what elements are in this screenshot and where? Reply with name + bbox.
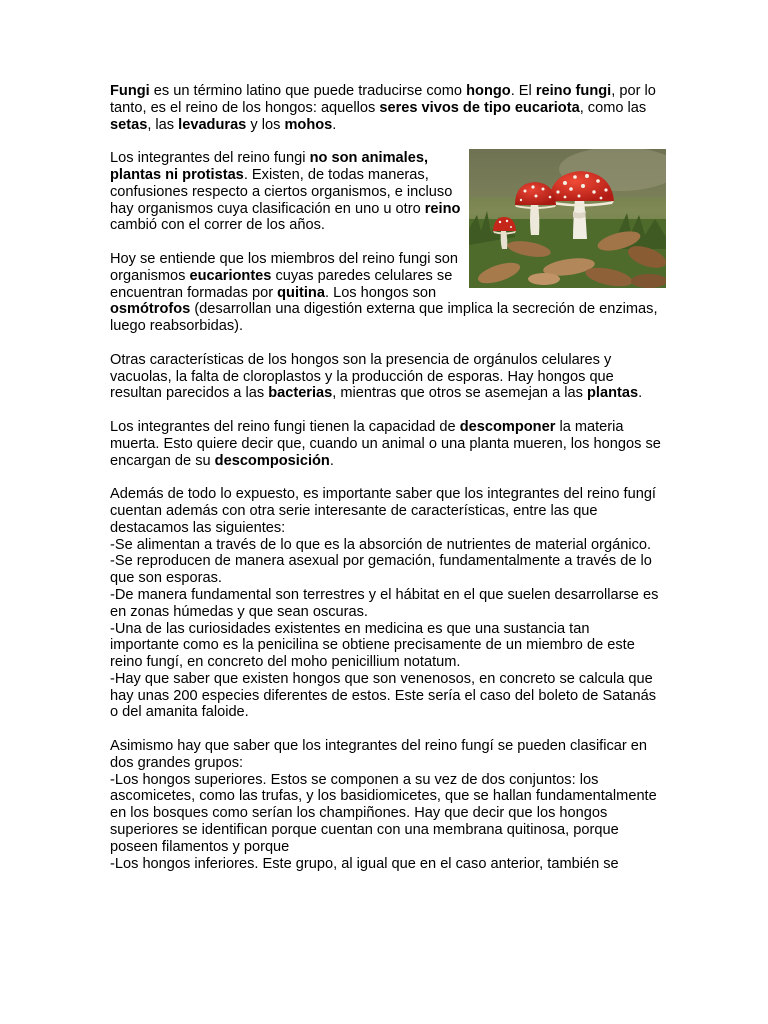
document-page [110, 83, 662, 889]
list-item: -Los hongos inferiores. Este grupo, al igual que en el caso anterior, también se [110, 855, 619, 872]
paragraph-eukaryotes: Hoy se entiende que los miembros del reino fungi son organismos eucariontes cuyas paredes celulares se encuentran formadas por quitina. Los hongos son osmótrofos (desarrollan una digestión externa que implica la secreción de enzimas, luego reabsorbidas). [110, 250, 658, 335]
paragraph-features [110, 486, 662, 721]
paragraph-intro: Fungi es un término latino que puede traducirse como hongo. El reino fungi, por lo tanto, es el reino de los hongos: aquellos seres vivos de tipo eucariota, como las setas, las levaduras y los mohos. [110, 83, 656, 133]
mushroom-illustration [469, 149, 666, 288]
bold-term: descomponer [459, 418, 556, 435]
bold-term: Fungi [110, 83, 150, 99]
bold-term: quitina [277, 284, 325, 301]
paragraph-groups [110, 738, 662, 872]
list-item: -Hay que saber que existen hongos que son venenosos, en concreto se calcula que hay unas 200 especies diferentes de estos. Este sería el caso del boleto de Satanás o del amanita faloide. [110, 670, 656, 721]
bold-term: reino [424, 200, 461, 217]
bold-term: mohos [284, 116, 333, 133]
bold-term: bacterias [268, 385, 333, 402]
list-item: -Se reproducen de manera asexual por gemación, fundamentalmente a través de lo que son esporas. [110, 553, 652, 587]
bold-term: descomposición [214, 452, 330, 469]
list-item: -Una de las curiosidades existentes en medicina es que una sustancia tan importante como es la penicilina se obtiene precisamente de un miembro de este reino fungí, en concreto del moho penicillium notatum. [110, 620, 635, 671]
list-item: -Los hongos superiores. Estos se componen a su vez de dos conjuntos: los ascomicetes, como las trufas, y los basidiomicetes, que se hallan fundamentalmente en los bosques como serían los champiñones. Hay que decir que los hongos superiores se identifican porque cuentan con una membrana quitinosa, porque poseen filamentos y porque [110, 771, 657, 855]
bold-term: setas [110, 116, 148, 133]
bold-term: seres vivos de tipo eucariota [379, 99, 580, 116]
list-item: -Se alimentan a través de lo que es la absorción de nutrientes de material orgánico. [110, 536, 652, 553]
mushroom-photo [469, 149, 666, 288]
bold-term: levaduras [178, 116, 247, 133]
features-intro: Además de todo lo expuesto, es importante saber que los integrantes del reino fungí cuentan además con otra serie interesante de características, entre las que destacamos las siguientes: [110, 486, 656, 536]
bold-term: reino fungi [535, 83, 612, 99]
paragraph-characteristics: Otras características de los hongos son la presencia de orgánulos celulares y vacuolas, la falta de cloroplastos y la producción de esporas. Hay hongos que resultan parecidos a las bacterias, mientras que otros se asemejan a las plantas. [110, 351, 643, 402]
groups-intro: Asimismo hay que saber que los integrantes del reino fungí se pueden clasificar en dos grandes grupos: [110, 738, 648, 771]
bold-term: no son animales, plantas ni protistas [110, 150, 428, 183]
paragraph-not-animals: Los integrantes del reino fungi no son animales, plantas ni protistas. Existen, de todas maneras, confusiones respecto a ciertos organismos, e incluso hay organismos cuya clasificación en uno u otro reino cambió con el correr de los años. [110, 150, 461, 234]
bold-term: eucariontes [189, 267, 272, 284]
bold-term: hongo [466, 83, 511, 99]
bold-term: osmótrofos [110, 301, 191, 318]
bold-term: plantas [587, 385, 639, 402]
list-item: -De manera fundamental son terrestres y el hábitat en el que suelen desarrollarse es en zonas húmedas y que sean oscuras. [110, 586, 659, 620]
paragraph-decomposition: Los integrantes del reino fungi tienen la capacidad de descomponer la materia muerta. Esto quiere decir que, cuando un animal o una planta mueren, los hongos se encargan de su descomposición. [110, 418, 661, 469]
